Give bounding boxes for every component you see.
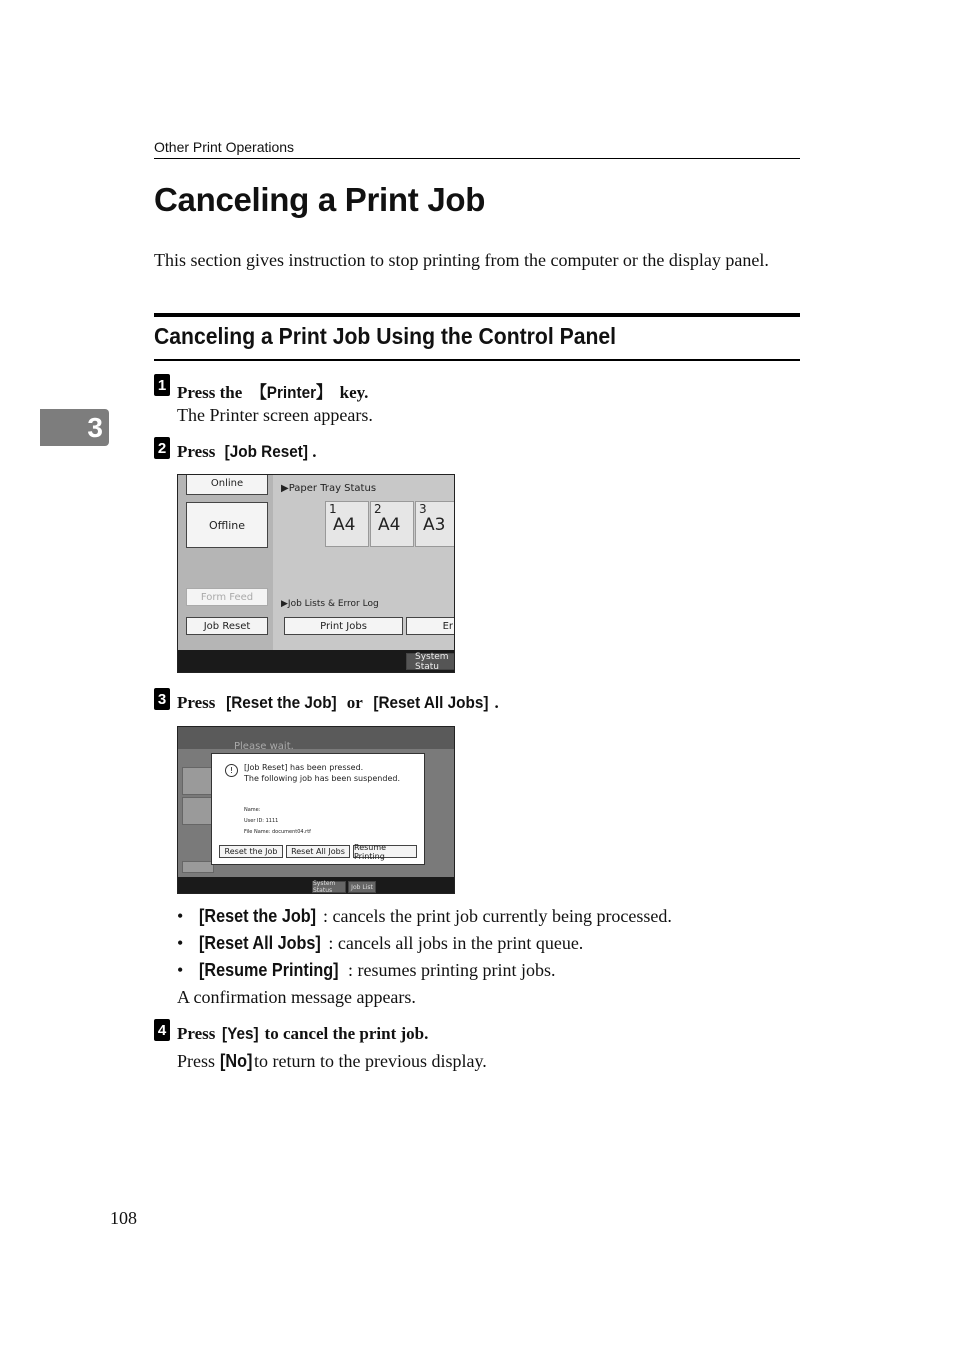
- reset-the-job-button[interactable]: Reset the Job: [219, 845, 283, 858]
- step-4-number: 4: [154, 1019, 170, 1041]
- job-reset-dialog: [211, 753, 425, 865]
- confirmation-text: A confirmation message appears.: [177, 987, 416, 1007]
- step-3-number: 3: [154, 688, 170, 710]
- info-icon: !: [225, 764, 238, 777]
- step-1-title: Press the 【Printer】 key.: [177, 383, 369, 402]
- error-log-button[interactable]: Er: [406, 617, 455, 635]
- job-reset-dialog-screenshot: [177, 726, 455, 894]
- header-rule: [154, 158, 800, 159]
- bullet-reset-all-jobs: • [Reset All Jobs] : cancels all jobs in the print queue.: [177, 933, 584, 953]
- step-1-number: 1: [154, 374, 170, 396]
- system-status-button[interactable]: System Statu: [406, 653, 455, 670]
- job-lists-label: ▶Job Lists & Error Log: [281, 599, 379, 609]
- step-2-number: 2: [154, 437, 170, 459]
- print-jobs-button[interactable]: Print Jobs: [284, 617, 403, 635]
- tray-1: 1 A4: [325, 501, 369, 547]
- job-user-id: User ID: 1111: [244, 818, 279, 824]
- paper-tray-status-label: ▶Paper Tray Status: [281, 483, 377, 494]
- printer-screen-screenshot: [177, 474, 455, 673]
- step-4-title: Press [Yes] to cancel the print job.: [177, 1024, 429, 1043]
- job-name-label: Name:: [244, 807, 261, 813]
- running-head: Other Print Operations: [154, 139, 295, 155]
- page-title: Canceling a Print Job: [154, 181, 486, 218]
- step-3-title: Press [Reset the Job] or [Reset All Jobs] .: [177, 693, 499, 712]
- form-feed-button[interactable]: Form Feed: [186, 588, 268, 606]
- intro-paragraph: This section gives instruction to stop printing from the computer or the display panel.: [154, 250, 769, 270]
- step-2-title: Press [Job Reset] .: [177, 442, 317, 461]
- resume-printing-button[interactable]: Resume Printing: [353, 845, 417, 858]
- bullet-reset-the-job: • [Reset the Job] : cancels the print job currently being processed.: [177, 906, 672, 926]
- please-wait-label: Please wait.: [234, 741, 294, 752]
- tray-3: 3 A3: [415, 501, 455, 547]
- dialog-message-1: [Job Reset] has been pressed.: [244, 763, 364, 772]
- section-title: Canceling a Print Job Using the Control Panel: [154, 323, 617, 349]
- offline-button[interactable]: Offline: [186, 502, 268, 548]
- step-1-body: The Printer screen appears.: [177, 405, 373, 425]
- job-file-name: File Name: document04.rtf: [244, 829, 311, 835]
- bullet-resume-printing: • [Resume Printing] : resumes printing print jobs.: [177, 960, 556, 980]
- tray-2: 2 A4: [370, 501, 414, 547]
- chapter-number: 3: [87, 411, 103, 443]
- section-rule-top: [154, 313, 800, 317]
- job-reset-button[interactable]: Job Reset: [186, 617, 268, 635]
- system-status-button-2[interactable]: System Status: [312, 881, 346, 893]
- dialog-message-2: The following job has been suspended.: [244, 774, 400, 783]
- section-rule-bottom: [154, 359, 800, 361]
- step-4-body: Press [No] to return to the previous display.: [177, 1051, 487, 1071]
- online-button[interactable]: Online: [186, 474, 268, 495]
- reset-all-jobs-button[interactable]: Reset All Jobs: [286, 845, 350, 858]
- page-number: 108: [110, 1208, 137, 1228]
- job-list-button[interactable]: Job List: [348, 881, 376, 893]
